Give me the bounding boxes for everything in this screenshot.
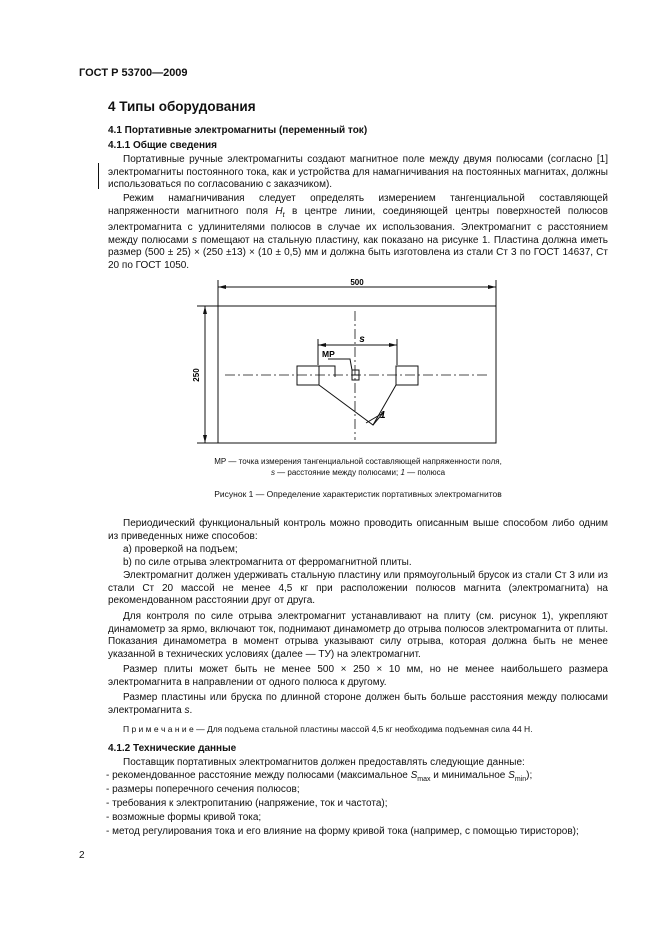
dim-height-label: 250 bbox=[192, 368, 201, 382]
list-item-pole-distance: - рекомендованное расстояние между полюсами (максимальное $S_{max}$ и минимальное $S_{min}$); bbox=[106, 770, 533, 783]
list-item-waveforms: - возможные формы кривой тока; bbox=[106, 812, 262, 823]
paragraph-magnetization: Режим намагничивания следует определять измерением тангенциальной составляющей напряженности магнитного поля $H_t$ в центре линии, соединяющей центры поверхностей полюсов электромагнита с удлинителями полюсов в случае их использования. Электромагнит с расстоянием между полюсами s помещают на стальную пластину, как показано на рисунке 1. Пластина должна иметь размер (500 ± 25) × (250 ±13) × (10 ± 0,5) мм и должна быть изготовлена из стали Ст 3 по ГОСТ 14637, Ст 20 по ГОСТ 1050. bbox=[108, 193, 608, 271]
paragraph-plate-size: Размер плиты может быть не менее 500 × 250 × 10 мм, но не менее наибольшего размера электромагнита в направлении от одного полюса к другому. bbox=[108, 664, 608, 688]
figure-legend: МР — точка измерения тангенциальной составляющей напряженности поля, s — расстояние между полюсами; 1 — полюса bbox=[214, 457, 502, 477]
pole-right bbox=[396, 366, 418, 385]
list-item-b: b) по силе отрыва электромагнита от ферромагнитной плиты. bbox=[123, 557, 412, 568]
list-item-power: - требования к электропитанию (напряжение, ток и частота); bbox=[106, 798, 388, 809]
paragraph-supplier-data: Поставщик портативных электромагнитов должен предоставлять следующие данные: bbox=[123, 757, 525, 768]
subsection-title-4-1-2: 4.1.2 Технические данные bbox=[108, 743, 237, 754]
mp-label: MP bbox=[322, 349, 335, 359]
change-bar bbox=[98, 163, 99, 189]
page-number: 2 bbox=[79, 850, 85, 861]
paragraph-periodic-control: Периодический функциональный контроль можно проводить описанным выше способом либо одним из приведенных ниже способов: bbox=[108, 518, 608, 542]
pole-marker-label: 1 bbox=[380, 410, 386, 421]
paragraph-bar-size: Размер пластины или бруска по длинной стороне должен быть больше расстояния между полюсами электромагнита s. bbox=[108, 692, 608, 716]
list-item-pole-section: - размеры поперечного сечения полюсов; bbox=[106, 784, 300, 795]
dim-width-label: 500 bbox=[350, 278, 364, 287]
pole-left bbox=[297, 366, 319, 385]
list-item-current-control: - метод регулирования тока и его влияние на форму кривой тока (например, с помощью тиристоров); bbox=[106, 826, 579, 837]
note: П р и м е ч а н и е — Для подъема стальной пластины массой 4,5 кг необходима подъемная сила 44 Н. bbox=[123, 724, 533, 734]
figure-caption: Рисунок 1 — Определение характеристик портативных электромагнитов bbox=[214, 489, 502, 499]
paragraph-holding: Электромагнит должен удерживать стальную пластину или прямоугольный брусок из стали Ст 3 или из стали Ст 20 массой не менее 4,5 кг при расположении полюсов магнита (электромагнита) на рекомендованном расстоянии друг от друга. bbox=[108, 570, 608, 607]
pole-spacing-label: s bbox=[359, 334, 365, 345]
paragraph-general: Портативные ручные электромагниты создают магнитное поле между двумя полюсами (согласно [1] электромагниты постоянного тока, как и устройства для намагничивания на постоянных магнитах, должны использоваться по согласованию с заказчиком). bbox=[108, 154, 608, 191]
section-title: 4 Типы оборудования bbox=[108, 99, 256, 114]
document-header: ГОСТ Р 53700—2009 bbox=[79, 67, 188, 79]
subsection-title-4-1-1: 4.1.1 Общие сведения bbox=[108, 140, 217, 151]
paragraph-breakaway: Для контроля по силе отрыва электромагнит устанавливают на плиту (см. рисунок 1), укрепляют динамометр за ярмо, включают ток, поднимают динамометр до отрыва полюсов электромагнита от плиты. Показания динамометра в момент отрыва указывают силу отрыва, которая должна быть не менее указанной в технических условиях (далее — ТУ) на электромагнит. bbox=[108, 611, 608, 660]
list-item-a: a) проверкой на подъем; bbox=[123, 544, 238, 555]
subsection-title-4-1: 4.1 Портативные электромагниты (переменный ток) bbox=[108, 125, 368, 136]
figure-1-diagram bbox=[185, 275, 510, 450]
